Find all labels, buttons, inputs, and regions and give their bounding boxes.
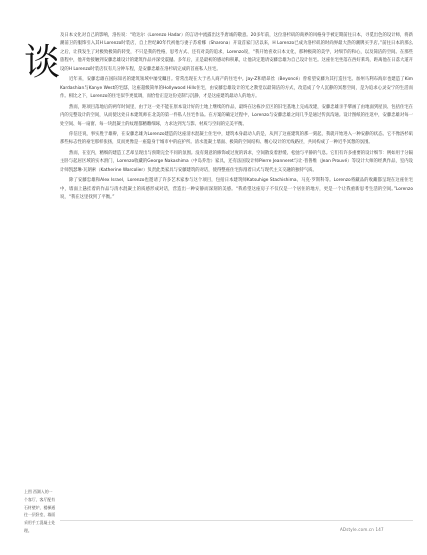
article-body (60, 32, 413, 205)
paragraph-5: 然而，在室内，精细的建造工艺却呈现出与预期完全不同的氛围。没有刻意的修饰或过度的诉求，空间散发着舒缓、松弛与平静的气息。它们有许多重要的设计细节：例如用于分隔主卧与起居区域的实木滑门，Lorenzo收藏的George Nakashima（中岛乔治）家具，还有法国设计师Pierre Jeanneret与让·普鲁维（Jean Prouvé）等设计大师的经典作品，室内设计师凯瑟琳·瓦朗索（Katherine Warcolier）负责此类家具与安藤建筑的对话，使得整座住宅弥漫着日式与现代主义交融的独特气质。 (60, 150, 413, 173)
photo-caption: 上图 西湖入的一个客厅，客厅配有石材壁炉，楼梯通往一层卧室，墙面采用手工混凝土处理。 (24, 489, 56, 533)
paragraph-2: 近年来，安藤忠雄在国际知名的建筑领域中屡受瞩目。常常出现在大于名人商产的住宅中。Jay-Z和碧昂丝（Beyoncé）曾希望安藤为其打造住宅。加州马利布海岸也建造了Kim Kardashian与Kanye West的宅邸，这座超级简单的Hollywood Hills住宅，由安藤忠雄设计的光之教堂以最简洁的方式，改造成了令人沉静的冥想空间，是为追求心灵安宁的生活而作。相比之下，Lorenzo的住宅似乎更低调，而恰恰正是这份克制与沉静，才是这座建筑最动人的地方。 (60, 77, 413, 100)
paragraph-3: 然而，距项目落地后的两年时间里，由于这一处不能在原本设计好的土地上继续的作品，最终在这栋沙丘区的旧宅基地上完成改建，安藤忠雄亲手擘画了由地面到屋顶、包括住宅在内的完整设计的空间，从而使这处日本建筑师在北美的第一件私人住宅作品。在方案的确定过程中，Lorenzo与安藤忠雄之间几乎是通过传真沟通。设计图纸的往返中，安藤忠雄对每一处空间、每一扇窗、每一块混凝土的纹理都精雕细琢，力求达到光与影、材质与空间的完美平衡。 (60, 104, 413, 127)
paragraph-6: 除了安藤忠雄和Alex Israel，Lorenzo也邀请了许多艺术家参与这个项目，包括日本建筑师Katsuhige Stachishima、马克·罗斯科等。Lorenzo将藏品的收藏都呈现在这座住宅中，墙面上悬挂着的作品与清水混凝土的质感形成对话，营造出一种安静而深刻的美感。“我希望这座房子不仅仅是一个居住的地方，更是一个让我重新思考生活的空间。”Lorenzo说，“我在这里找到了平衡。” (60, 178, 413, 201)
footer-divider (60, 520, 413, 521)
paragraph-1: 及日本文化对自己的影响，洛佐说：“哈达尔（Lorenzo Hadar）的言语中流露出这乎唐诚的敬意。20多年前，这位洛杉矶的商界的风格身手被定期前往日本，寻觅出色的设计师，将新潮前卫的服饰引入其H Lorenzo时装店，自上世纪80年代初他与妻子苏希娜（Sharona）开设首家门店以来，H Lorenzo已成为洛杉矶的时尚界最大热的潮牌买手店。”前往日本的那么之后，让我发生了对极致极简的转变，不只是我的性格，思考方式、还有对美的追求，Lorenzo说，“我开始喜欢日本文化，那种极简的美学，对细节的和心，以及简洁的空间。在那些旅程中，他开始接触到安藤忠雄设计的建筑作品并深受震撼。多年后，正是最初的感动和积累，让他决定邀请安藤忠雄为自己设计住宅。这座住宅坐落在西好莱坞，距离他在日落大道开设的H Lorenzo时装店仅有几分钟车程，是安藤忠雄在洛杉矶完成的首座私人住宅。 (60, 33, 413, 72)
page-footer: ADstyle.com.cn 147 (340, 527, 384, 532)
paragraph-4: 你信还说，事实胜于雄辩，在安藤忠雄为Lorenzo建造的这座清水混凝土住宅中，建筑本身最动人的是，从到了这座建筑的那一刻起，我就开始进入一种安静的状态。它不像洛杉矶那些标志性的豪宅那样张扬，反而更像是一座隐身于城市中的庇护所。清水混凝土墙面、极简的空间结构、精心设计的光线路径，共同构成了一种近乎冥想的氛围。 (60, 131, 413, 146)
drop-cap: 谈 (24, 42, 61, 83)
